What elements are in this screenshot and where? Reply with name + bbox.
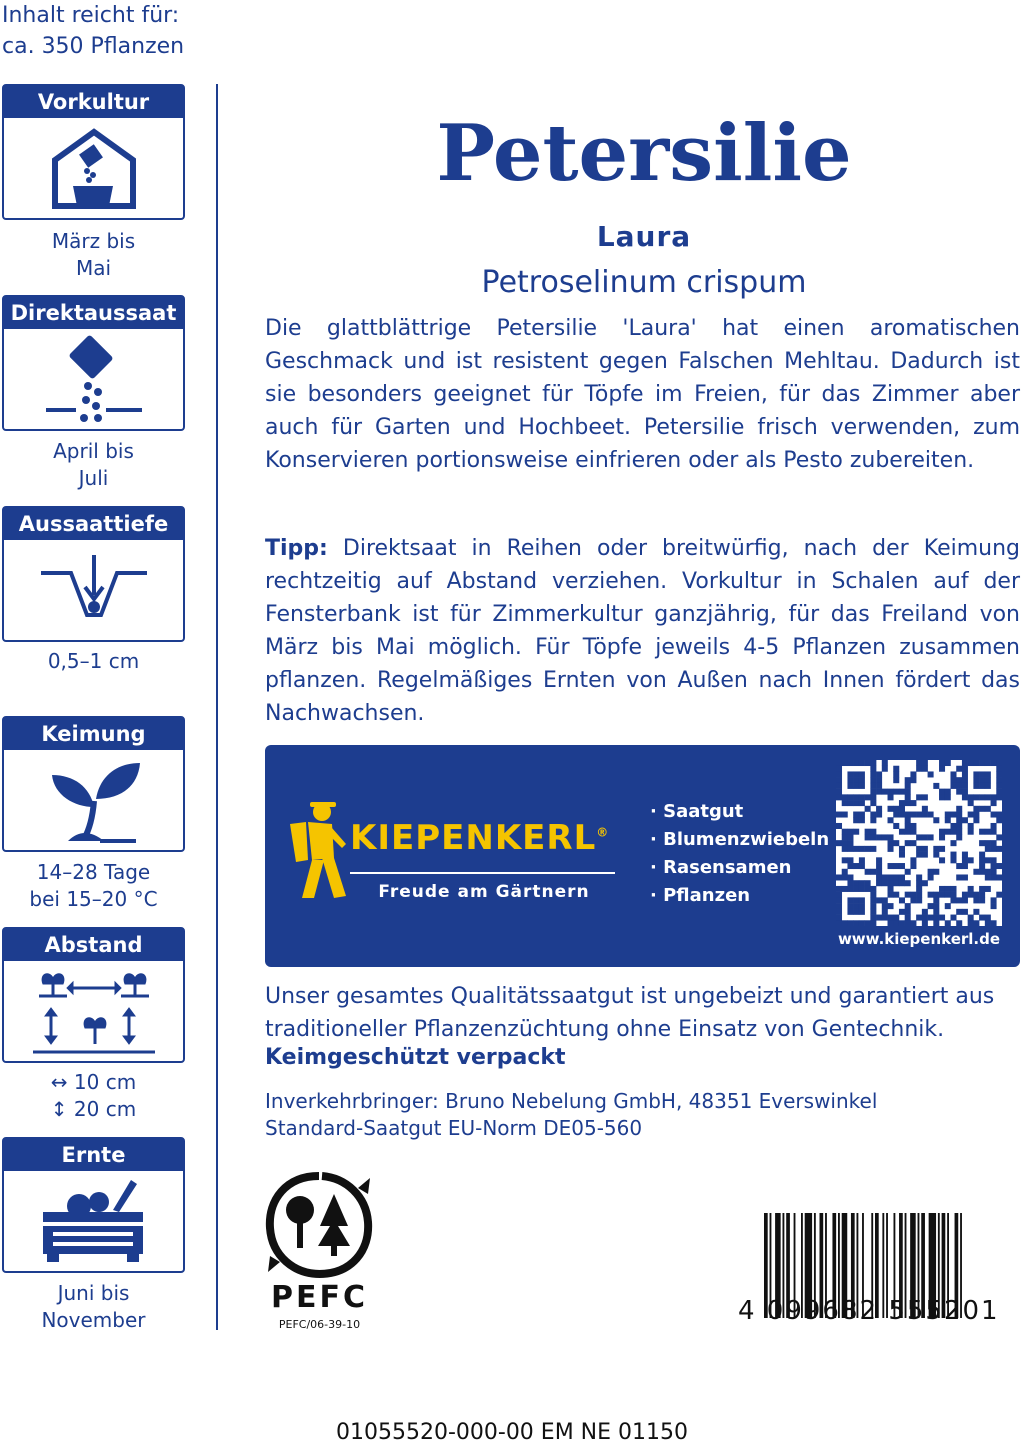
sidebar-divider [216,84,218,1330]
product-description: Die glattblättrige Petersilie 'Laura' hat einen aromatischen Geschmack und ist resistent gegen Falschen Mehltau. Dadurch ist sie besonders geeignet für Töpfe im Freien, für das Zimmer aber auch für Garten und Hochbeet. Petersilie frisch verwenden, zum Konservieren portionsweise einfrieren oder als Pesto zubereiten. [265,316,1020,473]
brand-name [350,818,609,858]
value-line: Juli [78,466,109,490]
article-code: 01055520-000-00 EM NE 01150 [335,1420,689,1445]
sidebar-box-aussaattiefe [2,506,185,642]
registered-mark: ® [596,825,610,840]
spacing-icon [4,961,183,1061]
hiker-logo-icon [288,800,348,909]
pefc-logo-icon [262,1170,377,1284]
product-title: Petersilie [436,108,852,199]
value-line: Juni bis [57,1281,130,1305]
content-info-value: ca. 350 Pflanzen [2,34,185,59]
value-line: bei 15–20 °C [29,887,158,911]
brand-slogan: Freude am Gärtnern [378,882,590,902]
sidebar-header: Vorkultur [4,86,183,118]
sidebar-header: Direktaussaat [4,297,183,329]
value-line: 14–28 Tage [36,860,151,884]
sidebar-value [2,1280,185,1334]
value-line: ↔ 10 cm [50,1070,137,1094]
sidebar-value [2,1069,185,1123]
qr-code[interactable] [836,760,1002,926]
brand-divider [350,872,615,874]
sidebar-box-abstand [2,927,185,1063]
sidebar-header: Abstand [4,929,183,961]
standard-line: Standard-Saatgut EU-Norm DE05-560 [265,1116,643,1140]
harvest-crate-icon [4,1171,183,1271]
list-item: · Saatgut [650,801,744,822]
sidebar-value [2,648,185,675]
sidebar-box-vorkultur [2,84,185,220]
quality-statement: Unser gesamtes Qualitätssaatgut ist ungebeizt und garantiert aus traditioneller Pflanzenzüchtung ohne Einsatz von Gentechnik. [265,984,995,1042]
list-item: · Rasensamen [650,857,792,878]
product-latin-name: Petroselinum crispum [481,265,807,300]
value-line: März bis [51,229,136,253]
direct-sowing-icon [4,329,183,429]
brand-product-list [650,798,829,910]
germ-protected-note: Keimgeschützt verpackt [265,1045,566,1070]
sidebar-value [2,438,185,492]
tip-paragraph [265,532,1020,730]
sowing-depth-icon [4,540,183,640]
sidebar-header: Keimung [4,718,183,750]
website-link[interactable]: www.kiepenkerl.de [837,930,1001,948]
value-line: April bis [53,439,134,463]
sidebar-value [2,859,185,913]
sidebar-header: Ernte [4,1139,183,1171]
seedling-icon [4,750,183,850]
value-line: Mai [75,256,112,280]
list-item: · Pflanzen [650,885,751,906]
sidebar-header: Aussaattiefe [4,508,183,540]
sidebar-value [2,228,185,282]
sidebar-box-ernte [2,1137,185,1273]
sidebar-box-direktaussaat [2,295,185,431]
content-info-label: Inhalt reicht für: [2,3,180,28]
value-line: 0,5–1 cm [47,649,140,673]
greenhouse-icon [4,118,183,218]
product-variety: Laura [596,220,692,253]
tip-label: Tipp: [265,536,328,561]
distributor-info [265,1088,877,1142]
pefc-label: PEFC [271,1280,368,1315]
value-line: ↕ 20 cm [50,1097,137,1121]
tip-text: Direktsaat in Reihen oder breitwürfig, nach der Keimung rechtzeitig auf Abstand verziehen. Vorkultur in Schalen auf der Fensterbank ist für Zimmerkultur ganzjährig, für das Freiland von März bis Mai möglich. Für Töpfe jeweils 4-5 Pflanzen zusammen pflanzen. Regelmäßiges Ernten von Außen nach Innen fördert das Nachwachsen. [265,536,1021,726]
list-item: · Blumenzwiebeln [650,829,830,850]
value-line: November [41,1308,146,1332]
content-info [2,0,184,62]
barcode-number: 4 099682 555201 [738,1296,1000,1326]
distributor-line: Inverkehrbringer: Bruno Nebelung GmbH, 48351 Everswinkel [265,1089,878,1113]
pefc-code: PEFC/06-39-10 [278,1318,361,1331]
sidebar-box-keimung [2,716,185,852]
brand-name-text: KIEPENKERL [350,818,597,858]
